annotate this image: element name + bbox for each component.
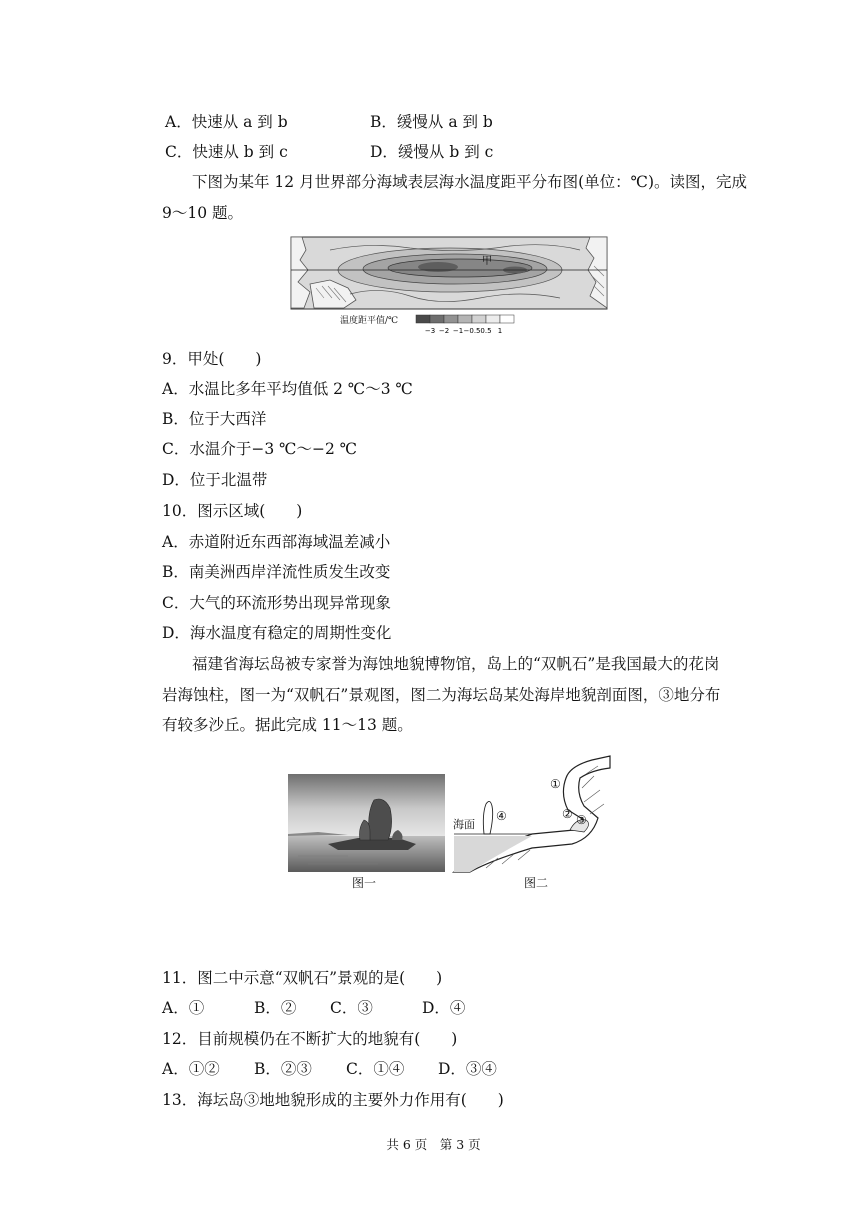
legend-swatch — [472, 315, 486, 323]
figure1-photo — [288, 774, 445, 876]
q10-option-b: B．南美洲西岸洋流性质发生改变 — [162, 563, 391, 581]
figure2-marker-4: ④ — [496, 809, 507, 823]
q11-option-c: C．③ — [330, 999, 373, 1017]
q8-option-d: D．缓慢从 b 到 c — [370, 143, 494, 161]
q12-option-c: C．①④ — [346, 1060, 405, 1078]
q11-stem: 11．图二中示意“双帆石”景观的是( ) — [162, 969, 443, 987]
q9-option-b: B．位于大西洋 — [162, 410, 267, 428]
intro-9-10-line1: 下图为某年 12 月世界部分海域表层海水温度距平分布图(单位：℃)。读图，完成 — [192, 173, 748, 191]
intro-9-10-line2: 9～10 题。 — [162, 204, 244, 222]
q10-option-c: C．大气的环流形势出现异常现象 — [162, 594, 391, 612]
figure2-marker-1: ① — [550, 777, 561, 791]
q12-option-a: A．①② — [162, 1060, 220, 1078]
intro-11-13-line1: 福建省海坛岛被专家誉为海蚀地貌博物馆，岛上的“双帆石”是我国最大的花岗 — [192, 655, 720, 673]
q8-option-c: C．快速从 b 到 c — [165, 143, 288, 161]
figure2-sea-label: 海面 — [453, 818, 475, 831]
q9-option-a: A．水温比多年平均值低 2 ℃～3 ℃ — [162, 380, 413, 398]
legend-tick-label: −1 — [452, 327, 464, 335]
q12-option-d: D．③④ — [438, 1060, 497, 1078]
q11-option-a: A．① — [162, 999, 205, 1017]
q10-option-d: D．海水温度有稳定的周期性变化 — [162, 624, 392, 642]
map-label-jia: 甲 — [482, 256, 492, 267]
sst-anomaly-map — [290, 236, 608, 340]
legend-swatch — [500, 315, 514, 323]
intro-11-13-line3: 有较多沙丘。据此完成 11～13 题。 — [162, 716, 413, 734]
legend-tick-label: 0.5 — [480, 327, 492, 335]
legend-tick-label: −3 — [424, 327, 436, 335]
q8-option-b: B．缓慢从 a 到 b — [370, 113, 493, 131]
intro-11-13-line2: 岩海蚀柱，图一为“双帆石”景观图，图二为海坛岛某处海岸地貌剖面图，③地分布 — [162, 686, 721, 704]
legend-title: 温度距平值/℃ — [340, 316, 399, 326]
q8-option-a: A．快速从 a 到 b — [165, 113, 288, 131]
legend-ticks — [425, 327, 502, 335]
legend-tick-label: −2 — [438, 327, 450, 335]
legend-swatch — [430, 315, 444, 323]
page-footer: 共 6 页 第 3 页 — [386, 1137, 481, 1152]
figure2-profile — [452, 754, 612, 878]
q13-stem: 13．海坛岛③地地貌形成的主要外力作用有( ) — [162, 1091, 504, 1109]
legend-swatch — [458, 315, 472, 323]
q11-option-d: D．④ — [422, 999, 466, 1017]
legend-tick-label: 1 — [497, 327, 503, 335]
legend-swatch — [444, 315, 458, 323]
figure2-marker-2: ② — [562, 807, 573, 821]
figure1-caption: 图一 — [352, 876, 377, 890]
legend-swatches — [416, 315, 514, 323]
legend-tick-label: −0.5 — [463, 327, 481, 335]
q9-option-c: C．水温介于−3 ℃～−2 ℃ — [162, 440, 358, 458]
q9-option-d: D．位于北温带 — [162, 471, 268, 489]
q10-option-a: A．赤道附近东西部海域温差减小 — [162, 533, 391, 551]
q9-stem: 9．甲处( ) — [162, 350, 262, 368]
q12-option-b: B．②③ — [254, 1060, 312, 1078]
q11-option-b: B．② — [254, 999, 297, 1017]
figure2-caption: 图二 — [524, 876, 549, 890]
q10-stem: 10．图示区域( ) — [162, 502, 303, 520]
legend-swatch — [486, 315, 500, 323]
legend-swatch — [416, 315, 430, 323]
figure2-marker-3: ③ — [576, 813, 587, 827]
q12-stem: 12．目前规模仍在不断扩大的地貌有( ) — [162, 1030, 458, 1048]
